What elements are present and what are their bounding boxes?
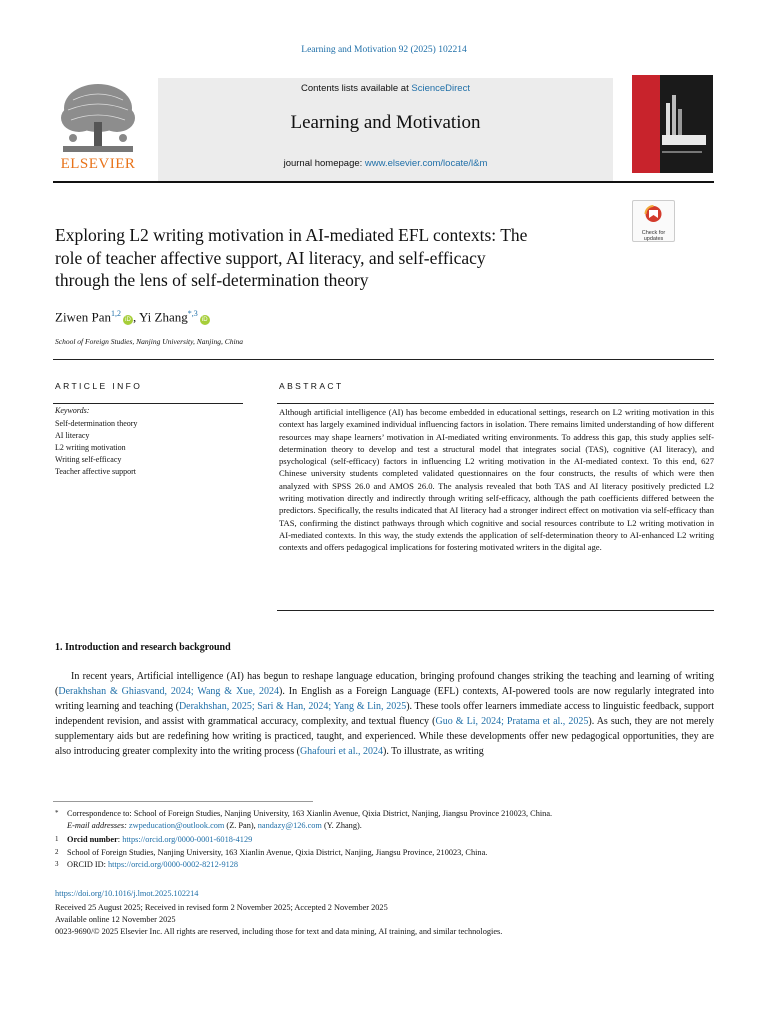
footnote-mark: 2 <box>55 848 59 856</box>
doi-link[interactable]: https://doi.org/10.1016/j.lmot.2025.102214 <box>55 889 199 898</box>
footnote-mark: 1 <box>55 835 59 843</box>
section-heading: 1. Introduction and research background <box>55 642 231 653</box>
sciencedirect-link[interactable]: ScienceDirect <box>411 83 470 94</box>
citation-link[interactable]: Guo & Li, 2024; Pratama et al., 2025 <box>435 716 589 728</box>
keyword-item: AI literacy <box>55 431 90 440</box>
keywords-label: Keywords: <box>55 406 90 415</box>
homepage-link[interactable]: www.elsevier.com/locate/l&m <box>364 158 488 169</box>
contents-availability <box>158 83 613 94</box>
keyword-item: Self-determination theory <box>55 419 138 428</box>
elsevier-wordmark: ELSEVIER <box>60 156 136 172</box>
abstract-rule <box>277 403 714 404</box>
footnote-rule <box>53 801 313 802</box>
journal-homepage <box>158 158 613 169</box>
title-line-3: through the lens of self-determination theory <box>55 270 369 290</box>
email-owner: (Y. Zhang). <box>321 821 362 830</box>
footnote-mark: * <box>55 809 59 817</box>
orcid-link[interactable]: https://orcid.org/0000-0002-8212-9128 <box>108 860 239 869</box>
title-line-2: role of teacher affective support, AI literacy, and self-efficacy <box>55 247 486 268</box>
title-line-1: Exploring L2 writing motivation in AI-mediated EFL contexts: The <box>55 225 528 245</box>
orcid-icon[interactable]: iD <box>200 315 210 325</box>
footnote-3 <box>55 858 715 871</box>
citation-link[interactable]: Derakhshan, 2025; Sari & Han, 2024; Yang & Lin, 2025 <box>178 701 407 713</box>
author-1-affiliation-marks[interactable]: 1,2 <box>110 309 121 318</box>
keyword-item: Writing self-efficacy <box>55 455 122 464</box>
citation-link[interactable]: Ghafouri et al., 2024 <box>299 746 383 758</box>
contents-prefix: Contents lists available at <box>301 83 412 94</box>
footnote-1 <box>55 833 715 846</box>
footnote-2-text: School of Foreign Studies, Nanjing University, 163 Xianlin Avenue, Qixia District, Nanjing, Jiangsu Province, 210023, China. <box>67 848 488 857</box>
footnote-sep: : <box>117 835 123 844</box>
email-owner: (Z. Pan), <box>224 821 258 830</box>
author-2-name: Yi Zhang <box>139 309 188 325</box>
intro-text: ). These tools offer learners immediate access to linguistic feedback, support independent revision, and assist with grammatical accuracy, complexity, and textual fluency ( <box>55 701 714 728</box>
footnote-mark: 3 <box>55 860 59 868</box>
authors-rule <box>53 359 714 360</box>
orcid-id-label: ORCID ID: <box>67 860 109 869</box>
intro-text: ). In English as a Foreign Language (EFL) contexts, AI-powered tools are now regularly integrated into writing learning and teaching ( <box>55 686 714 713</box>
check-updates-icon <box>633 201 674 225</box>
check-updates-line-2: updates <box>643 236 664 242</box>
keyword-item: Teacher affective support <box>55 467 137 476</box>
correspondence-text: Correspondence to: School of Foreign Studies, Nanjing University, 163 Xianlin Avenue, Qixia District, Nanjing, Jiangsu Province 210023, China. <box>67 809 553 818</box>
author-2-affiliation-marks[interactable]: *,3 <box>187 309 198 318</box>
header-rule <box>53 181 714 183</box>
cover-artwork <box>632 75 713 173</box>
keyword-item: L2 writing motivation <box>55 443 126 452</box>
journal-title: Learning and Motivation <box>290 112 481 133</box>
intro-paragraph <box>55 669 714 760</box>
email-label: E-mail addresses: <box>67 821 127 830</box>
journal-cover-image[interactable] <box>632 75 713 173</box>
copyright-notice: 0023-9690/© 2025 Elsevier Inc. All rights are reserved, including those for text and data mining, AI training, and similar technologies. <box>55 927 503 936</box>
intro-text: ). To illustrate, as writing <box>382 746 484 758</box>
abstract-heading: ABSTRACT <box>279 381 344 391</box>
intro-text: ). As such, they are not merely supplementary aids but are redefining how writing is practiced, taught, and experienced. While these developments offer new pedagogical opportunities, they are also introducing greater complexity into the writing process ( <box>55 716 714 758</box>
affiliation: School of Foreign Studies, Nanjing University, Nanjing, China <box>55 337 244 346</box>
orcid-number-label: Orcid number <box>67 835 118 844</box>
homepage-prefix: journal homepage: <box>283 158 365 169</box>
author-list <box>55 309 210 325</box>
footnote-correspondence <box>55 807 715 820</box>
article-title <box>55 224 630 292</box>
author-1-name: Ziwen Pan <box>55 309 111 325</box>
email-link[interactable]: zwpeducation@outlook.com <box>128 821 225 830</box>
check-updates-line-1: Check for <box>641 230 666 236</box>
article-info-rule <box>53 403 243 404</box>
footnote-emails <box>55 820 715 832</box>
abstract-text: Although artificial intelligence (AI) has become embedded in educational settings, research on L2 writing motivation in this context has largely examined individual influencing factors in isolation. There remains limited understanding of how different resources may shape learners’ motivation in AI-mediated writing environments. To address this gap, this study applies self-determination theory to develop and test a structural model that integrates social (TAS), cognitive (AI literacy), and psychological (self-efficacy) factors in influencing L2 writing motivation in the AI-mediated context. To this end, 627 Chinese university students completed validated questionnaires on the four constructs, the results of which were then analyzed with SPSS 26.0 and AMOS 26.0. The analysis revealed that both TAS and AI literacy positively predicted L2 writing motivation directly and indirectly through writing self-efficacy, although the path coefficients differed between the predictors. Specifically, the results indicated that AI literacy had a stronger indirect effect on motivation via self-efficacy than TAS, confirming the distinct pathways through which cognitive and social resources contribute to L2 writing motivation in AI-mediated contexts. In this way, the study extends the application of self-determination theory to AI-enhanced L2 writing contexts and offers pedagogical implications for fostering motivated writers in the digital age. <box>279 407 714 553</box>
intro-text: In recent years, Artificial intelligence (AI) has begun to reshape language education, bringing profound changes striking the teaching and learning of writing ( <box>55 671 714 698</box>
email-link[interactable]: nandazy@126.com <box>257 821 322 830</box>
received-dates: Received 25 August 2025; Received in revised form 2 November 2025; Accepted 2 November 2025 <box>55 903 388 912</box>
available-online: Available online 12 November 2025 <box>55 915 176 924</box>
article-info-heading: ARTICLE INFO <box>55 381 143 391</box>
abstract-bottom-rule <box>277 610 714 611</box>
orcid-icon[interactable]: iD <box>123 315 133 325</box>
citation-link[interactable]: Derakhshan & Ghiasvand, 2024; Wang & Xue, 2024 <box>58 686 280 698</box>
author-separator: , <box>132 309 139 325</box>
check-for-updates-badge[interactable] <box>632 200 675 242</box>
journal-citation[interactable]: Learning and Motivation 92 (2025) 102214 <box>301 45 467 55</box>
orcid-link[interactable]: https://orcid.org/0000-0001-6018-4129 <box>122 835 253 844</box>
